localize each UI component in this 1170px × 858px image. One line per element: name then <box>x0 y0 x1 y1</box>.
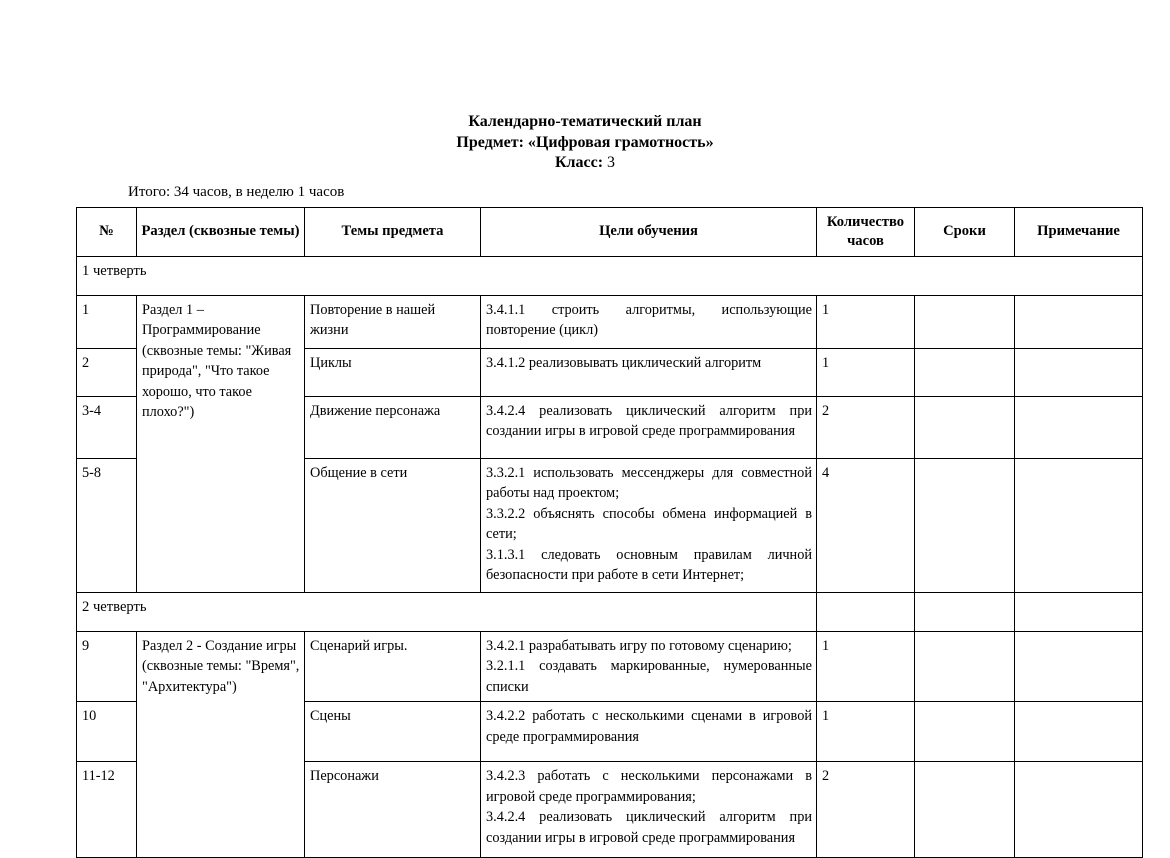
goals-cell <box>481 396 817 458</box>
quarter-hours-cell <box>817 592 915 631</box>
goal-item: 3.2.1.1 создавать маркированные, нумерованные списки <box>486 656 812 697</box>
table-row <box>77 631 1143 702</box>
topic-cell: Движение персонажа <box>305 396 481 458</box>
hours-cell: 1 <box>817 631 915 702</box>
subject-value: «Цифровая грамотность» <box>528 134 714 151</box>
topic-cell: Общение в сети <box>305 458 481 592</box>
note-cell <box>1015 762 1143 858</box>
goals-cell <box>481 702 817 762</box>
goal-item: 3.4.2.2 работать с несколькими сценами в игровой среде программирования <box>486 706 812 747</box>
terms-cell <box>915 348 1015 396</box>
goals-cell <box>481 762 817 858</box>
topic-cell: Циклы <box>305 348 481 396</box>
goals-cell <box>481 295 817 348</box>
topic-cell: Сценарий игры. <box>305 631 481 702</box>
row-number: 3-4 <box>77 396 137 458</box>
document-header <box>0 0 1170 174</box>
table-row <box>77 295 1143 348</box>
hours-cell: 1 <box>817 348 915 396</box>
goal-item: 3.4.1.1 строить алгоритмы, использующие повторение (цикл) <box>486 300 812 341</box>
page-title: Календарно-тематический план <box>0 112 1170 133</box>
terms-cell <box>915 295 1015 348</box>
row-number: 1 <box>77 295 137 348</box>
note-cell <box>1015 295 1143 348</box>
terms-cell <box>915 631 1015 702</box>
terms-cell <box>915 762 1015 858</box>
note-cell <box>1015 396 1143 458</box>
note-cell <box>1015 702 1143 762</box>
hours-cell: 2 <box>817 396 915 458</box>
goal-item: 3.3.2.2 объяснять способы обмена информацией в сети; <box>486 504 812 545</box>
header-goals: Цели обучения <box>481 207 817 256</box>
goal-item: 3.4.1.2 реализовывать циклический алгоритм <box>486 353 812 374</box>
grade-line <box>0 153 1170 174</box>
header-num: № <box>77 207 137 256</box>
quarter-row-2 <box>77 592 1143 631</box>
row-number: 10 <box>77 702 137 762</box>
section-cell: Раздел 2 - Создание игры (сквозные темы: "Время", "Архитектура") <box>137 631 305 858</box>
row-number: 5-8 <box>77 458 137 592</box>
goal-item: 3.3.2.1 использовать мессенджеры для совместной работы над проектом; <box>486 463 812 504</box>
quarter-row-1 <box>77 256 1143 295</box>
quarter-label: 1 четверть <box>77 256 1143 295</box>
goal-item: 3.4.2.4 реализовать циклический алгоритм при создании игры в игровой среде программирования <box>486 401 812 442</box>
topic-cell: Сцены <box>305 702 481 762</box>
hours-cell: 4 <box>817 458 915 592</box>
grade-label: Класс: <box>555 154 603 171</box>
goals-cell <box>481 348 817 396</box>
goal-item: 3.4.2.1 разрабатывать игру по готовому сценарию; <box>486 636 812 657</box>
goal-item: 3.4.2.3 работать с несколькими персонажами в игровой среде программирования; <box>486 766 812 807</box>
hours-cell: 1 <box>817 702 915 762</box>
totals-line: Итого: 34 часов, в неделю 1 часов <box>0 174 1170 207</box>
header-terms: Сроки <box>915 207 1015 256</box>
table-header-row <box>77 207 1143 256</box>
subject-label: Предмет: <box>456 134 524 151</box>
goals-cell <box>481 631 817 702</box>
quarter-terms-cell <box>915 592 1015 631</box>
goal-item: 3.4.2.4 реализовать циклический алгоритм при создании игры в игровой среде программирования <box>486 807 812 848</box>
goals-cell <box>481 458 817 592</box>
note-cell <box>1015 458 1143 592</box>
row-number: 11-12 <box>77 762 137 858</box>
section-cell: Раздел 1 – Программирование (сквозные темы: "Живая природа", "Что такое хорошо, что такое плохо?") <box>137 295 305 592</box>
hours-cell: 2 <box>817 762 915 858</box>
topic-cell: Повторение в нашей жизни <box>305 295 481 348</box>
terms-cell <box>915 458 1015 592</box>
header-section: Раздел (сквозные темы) <box>137 207 305 256</box>
note-cell <box>1015 631 1143 702</box>
terms-cell <box>915 396 1015 458</box>
header-note: Примечание <box>1015 207 1143 256</box>
row-number: 9 <box>77 631 137 702</box>
curriculum-plan-table <box>76 207 1143 858</box>
header-hours: Количество часов <box>817 207 915 256</box>
hours-cell: 1 <box>817 295 915 348</box>
goal-item: 3.1.3.1 следовать основным правилам личной безопасности при работе в сети Интернет; <box>486 545 812 586</box>
header-topic: Темы предмета <box>305 207 481 256</box>
quarter-label: 2 четверть <box>77 592 817 631</box>
topic-cell: Персонажи <box>305 762 481 858</box>
terms-cell <box>915 702 1015 762</box>
note-cell <box>1015 348 1143 396</box>
grade-value: 3 <box>607 154 615 171</box>
row-number: 2 <box>77 348 137 396</box>
subject-line <box>0 133 1170 154</box>
quarter-note-cell <box>1015 592 1143 631</box>
